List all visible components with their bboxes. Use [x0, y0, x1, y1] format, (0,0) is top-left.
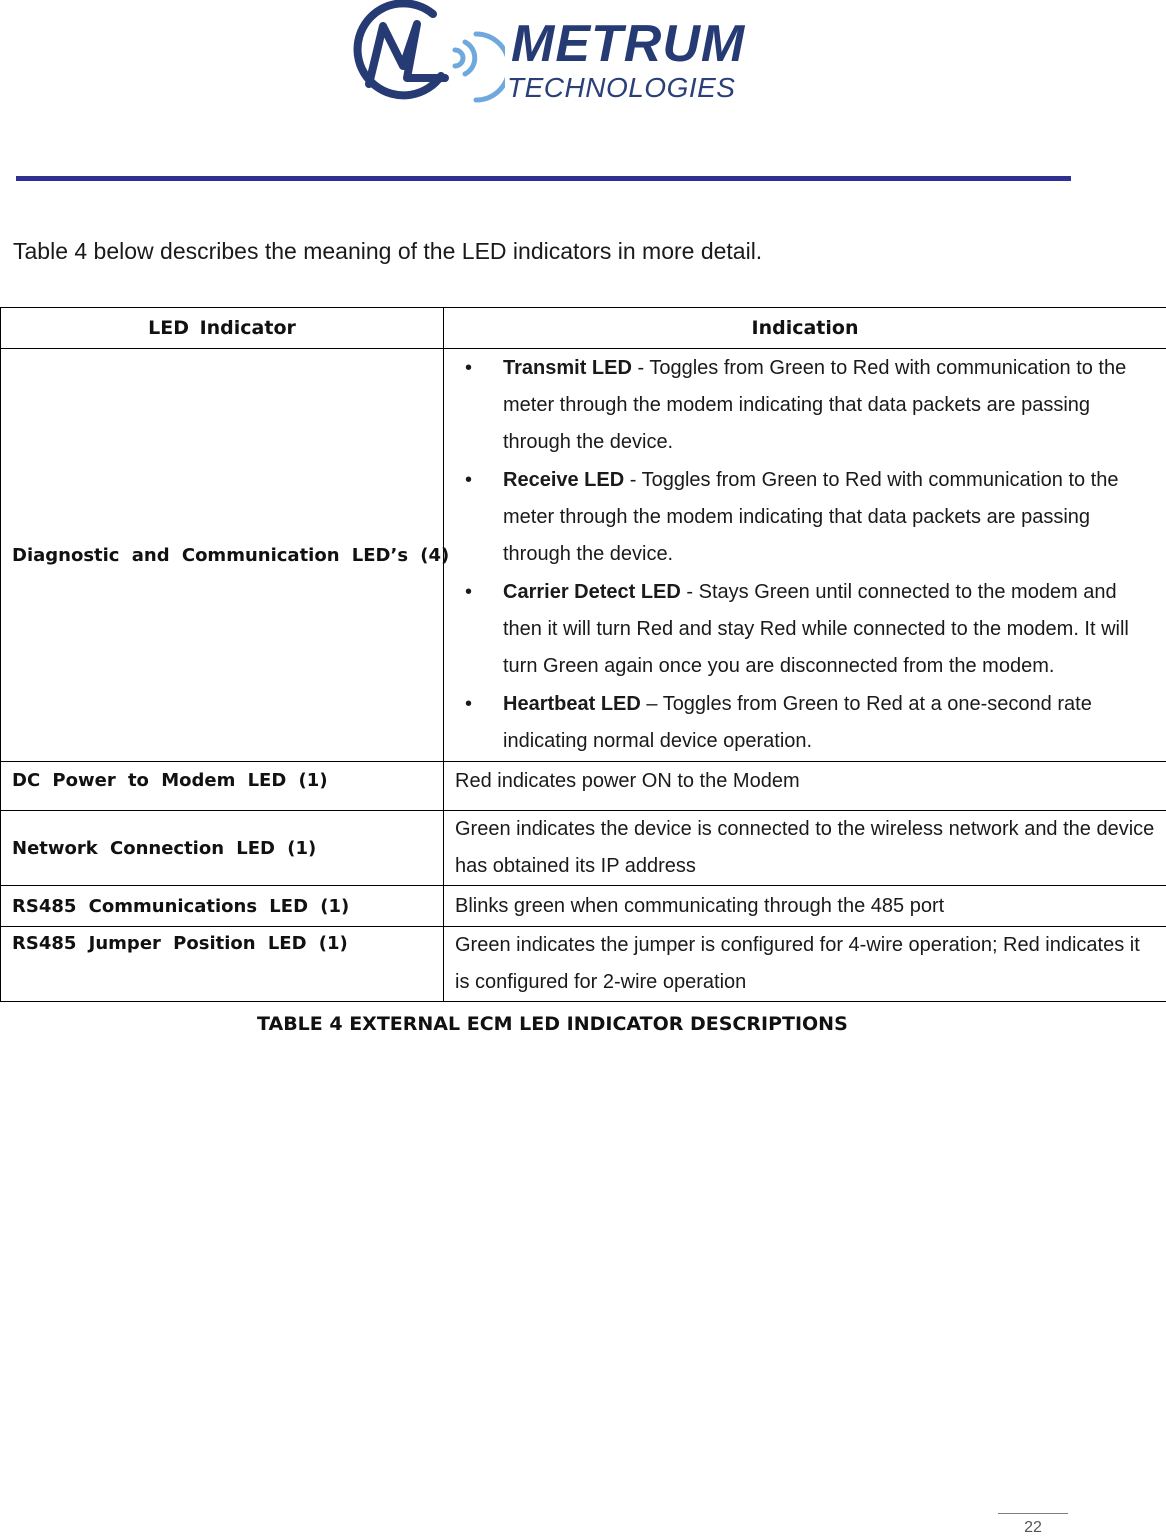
brand-subtitle: TECHNOLOGIES	[507, 72, 736, 103]
header-divider	[16, 176, 1071, 181]
table-row	[1, 811, 1166, 886]
intro-paragraph: Table 4 below describes the meaning of the LED indicators in more detail.	[13, 238, 763, 264]
row-label: RS485 Communications LED (1)	[1, 886, 444, 927]
list-item	[455, 462, 1156, 573]
bullet-icon: •	[465, 693, 473, 715]
bullet-icon: •	[465, 469, 473, 491]
logo-mark-icon	[345, 0, 505, 110]
bullet-text: - Toggles from Green to Red with communication to the meter through the modem indicating that data packets are passing through the device.	[503, 469, 1119, 565]
row-label: DC Power to Modem LED (1)	[1, 762, 444, 811]
table-row-diagnostic	[1, 349, 1166, 762]
row-label: Network Connection LED (1)	[1, 811, 444, 886]
row-label: Diagnostic and Communication LED’s (4)	[1, 349, 444, 762]
page-number: 22	[1024, 1519, 1042, 1536]
row-label: RS485 Jumper Position LED (1)	[1, 927, 444, 1002]
led-indicator-table	[0, 307, 1166, 1002]
list-item	[455, 350, 1156, 461]
list-item	[455, 686, 1156, 760]
table-header-row	[1, 308, 1166, 349]
brand-name: METRUM	[511, 15, 746, 73]
bullet-title: Receive LED	[503, 469, 625, 491]
bullet-title: Transmit LED	[503, 357, 632, 379]
row-description	[444, 349, 1166, 762]
led-bullet-list	[455, 350, 1156, 760]
header-indication: Indication	[444, 308, 1166, 349]
list-item	[455, 574, 1156, 685]
row-description: Green indicates the device is connected to the wireless network and the device has obtained its IP address	[444, 811, 1166, 886]
bullet-icon: •	[465, 357, 473, 379]
bullet-icon: •	[465, 581, 473, 603]
bullet-text: – Toggles from Green to Red at a one-second rate indicating normal device operation.	[503, 693, 1092, 752]
table-caption: TABLE 4 EXTERNAL ECM LED INDICATOR DESCRIPTIONS	[257, 1013, 848, 1035]
row-description: Green indicates the jumper is configured for 4-wire operation; Red indicates it is configured for 2-wire operation	[444, 927, 1166, 1002]
bullet-title: Carrier Detect LED	[503, 581, 681, 603]
row-description: Blinks green when communicating through the 485 port	[444, 886, 1166, 927]
footer-divider	[998, 1513, 1068, 1514]
row-description: Red indicates power ON to the Modem	[444, 762, 1166, 811]
table-row	[1, 927, 1166, 1002]
bullet-text: - Stays Green until connected to the modem and then it will turn Red and stay Red while connected to the modem. It will turn Green again once you are disconnected from the modem.	[503, 581, 1129, 677]
table-row	[1, 886, 1166, 927]
bullet-text: - Toggles from Green to Red with communication to the meter through the modem indicating that data packets are passing through the device.	[503, 357, 1127, 453]
header-led-indicator: LED Indicator	[1, 308, 444, 349]
bullet-title: Heartbeat LED	[503, 693, 641, 715]
table-row	[1, 762, 1166, 811]
metrum-logo	[345, 0, 755, 110]
